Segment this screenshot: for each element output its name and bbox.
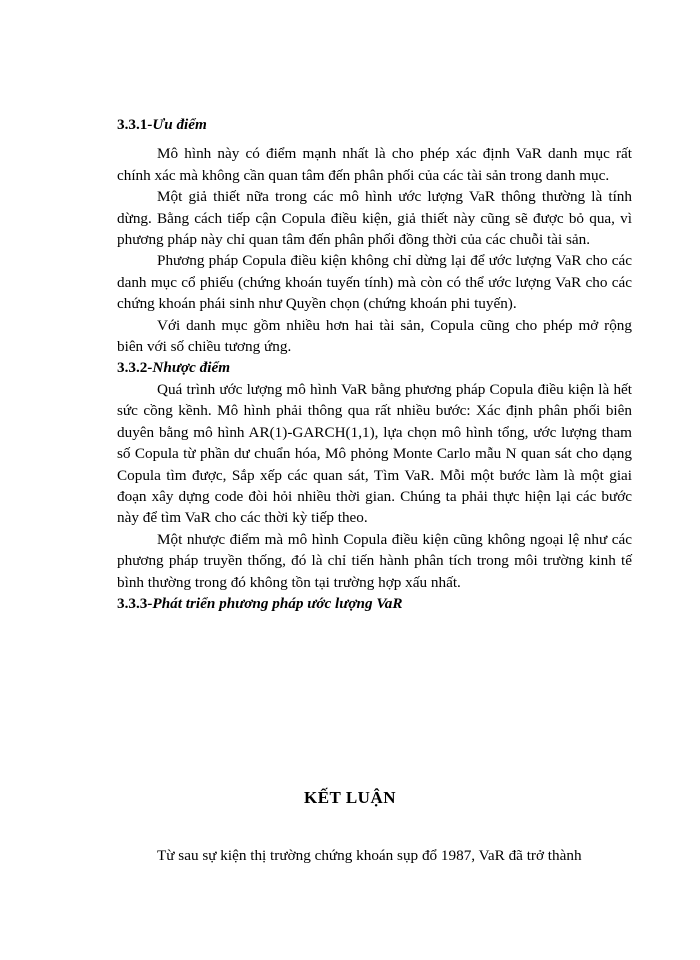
- section-heading-3-3-3: 3.3.3-Phát triển phương pháp ước lượng VaR: [117, 594, 403, 612]
- section-heading-3-3-1: 3.3.1-Ưu điểm: [117, 116, 207, 133]
- paragraph: Quá trình ước lượng mô hình VaR bằng phương pháp Copula điều kiện là hết sức cồng kềnh. Mô hình phải thông qua rất nhiều bước: Xác định phân phối biên duyên bằng mô hình AR(1)-GARCH(1,1), lựa chọn mô hình tổng, ước lượng tham số Copula từ phần dư chuẩn hóa, Mô phỏng Monte Carlo mẫu N quan sát cho dạng Copula tìm được, Sắp xếp các quan sát, Tìm VaR. Mỗi một bước làm là một giai đoạn xây dựng code đòi hỏi nhiều thời gian. Chúng ta phải thực hiện lại các bước này để tìm VaR cho các thời kỳ tiếp theo.: [117, 380, 632, 527]
- paragraph: Một nhược điểm mà mô hình Copula điều kiện cũng không ngoại lệ như các phương pháp truyền thống, đó là chỉ tiến hành phân tích trong môi trường kinh tế bình thường trong đó không tồn tại trường hợp xấu nhất.: [117, 530, 632, 591]
- section-content: [117, 114, 632, 614]
- paragraph: Phương pháp Copula điều kiện không chỉ dừng lại để ước lượng VaR cho các danh mục cổ phiếu (chứng khoán tuyến tính) mà còn có thể ước lượng VaR cho các chứng khoán phái sinh như Quyền chọn (chứng khoán phi tuyến).: [117, 252, 632, 313]
- section-heading-3-3-2: 3.3.2-Nhược điểm: [117, 359, 231, 377]
- conclusion-title: KẾT LUẬN: [303, 788, 396, 807]
- paragraph: Một giả thiết nữa trong các mô hình ước lượng VaR thông thường là tính dừng. Bằng cách tiếp cận Copula điều kiện, giả thiết này cũng sẽ được bỏ qua, vì phương pháp này chỉ quan tâm đến phân phối đồng thời của các chuỗi tài sản.: [117, 188, 632, 249]
- paragraph: Với danh mục gồm nhiều hơn hai tài sản, Copula cũng cho phép mở rộng biên với số chiều tương ứng.: [117, 316, 632, 356]
- conclusion-paragraph: Từ sau sự kiện thị trường chứng khoán sụp đổ 1987, VaR đã trở thành: [157, 847, 582, 864]
- paragraph: Mô hình này có điểm mạnh nhất là cho phép xác định VaR danh mục rất chính xác mà không cần quan tâm đến phân phối của các tài sản trong danh mục.: [117, 145, 632, 184]
